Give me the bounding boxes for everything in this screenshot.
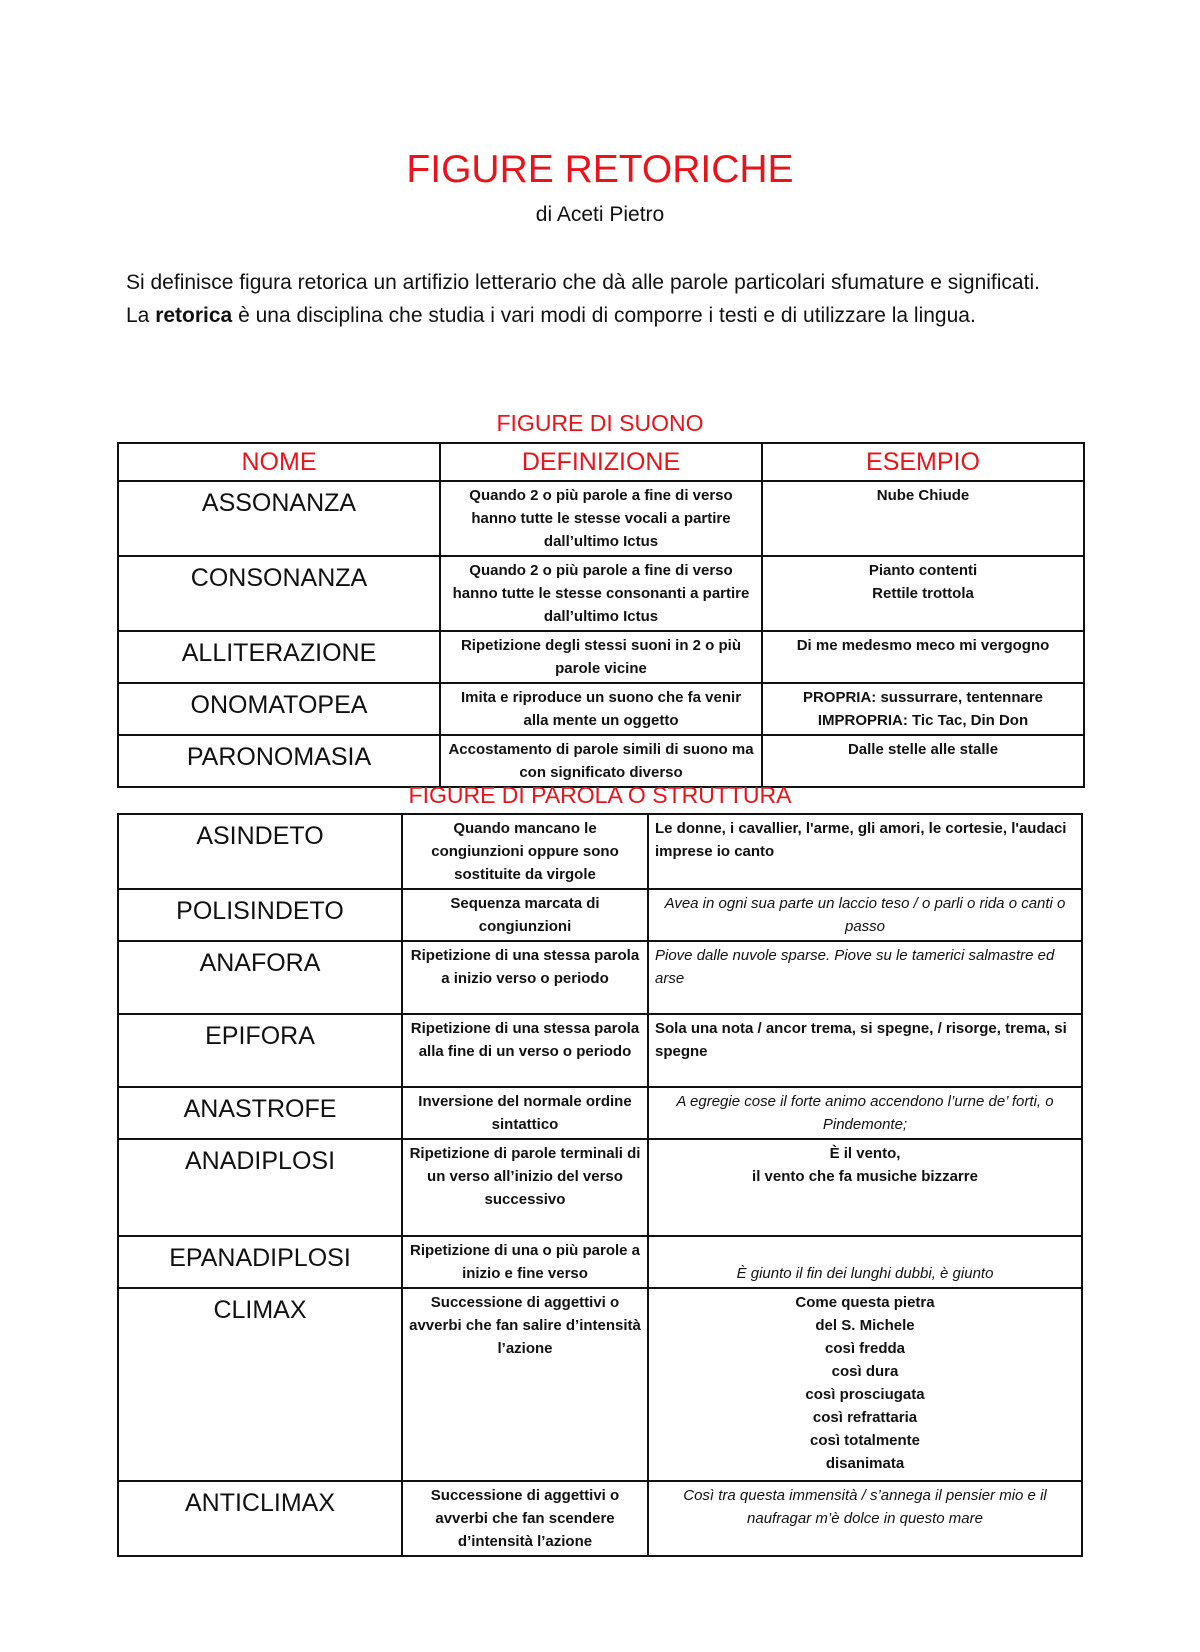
table-row — [118, 1014, 1082, 1087]
figure-definition: Successione di aggettivi o avverbi che fan salire d’intensità l’azione — [402, 1288, 648, 1481]
example-line: Pianto contenti — [868, 562, 978, 579]
section-title-suono: FIGURE DI SUONO — [496, 410, 704, 436]
figure-definition: Ripetizione di una stessa parola a inizio verso o periodo — [402, 941, 648, 1014]
figure-example: Nube Chiude — [762, 481, 1084, 556]
header-definizione: DEFINIZIONE — [440, 443, 762, 481]
figure-example: Piove dalle nuvole sparse. Piove su le tamerici salmastre ed arse — [648, 941, 1082, 1014]
document-title: FIGURE RETORICHE — [406, 148, 794, 191]
figure-definition: Accostamento di parole simili di suono ma con significato diverso — [440, 735, 762, 787]
figure-name: EPANADIPLOSI — [118, 1236, 402, 1288]
figure-name: EPIFORA — [118, 1014, 402, 1087]
figure-name: ANADIPLOSI — [118, 1139, 402, 1236]
figure-example: Le donne, i cavallier, l'arme, gli amori, le cortesie, l'audaci imprese io canto — [648, 814, 1082, 889]
figure-definition: Ripetizione di una stessa parola alla fine di un verso o periodo — [402, 1014, 648, 1087]
figure-example — [648, 1288, 1082, 1481]
table-row — [118, 1236, 1082, 1288]
table-row — [118, 941, 1082, 1014]
figure-example: È giunto il fin dei lunghi dubbi, è giunto — [648, 1236, 1082, 1288]
intro-paragraph-2 — [126, 299, 1076, 332]
figure-definition: Imita e riproduce un suono che fa venir alla mente un oggetto — [440, 683, 762, 735]
figure-name: PARONOMASIA — [118, 735, 440, 787]
figure-name: CLIMAX — [118, 1288, 402, 1481]
table-row — [118, 631, 1084, 683]
example-line: così prosciugata — [805, 1386, 925, 1403]
table-row — [118, 889, 1082, 941]
figure-definition: Sequenza marcata di congiunzioni — [402, 889, 648, 941]
figure-example — [648, 1139, 1082, 1236]
figure-definition: Ripetizione di una o più parole a inizio e fine verso — [402, 1236, 648, 1288]
figure-definition: Ripetizione degli stessi suoni in 2 o più parole vicine — [440, 631, 762, 683]
figure-example: Dalle stelle alle stalle — [762, 735, 1084, 787]
example-line: così dura — [831, 1363, 899, 1380]
figure-name: ASSONANZA — [118, 481, 440, 556]
figure-name: POLISINDETO — [118, 889, 402, 941]
figure-name: ALLITERAZIONE — [118, 631, 440, 683]
figure-definition: Ripetizione di parole terminali di un verso all’inizio del verso successivo — [402, 1139, 648, 1236]
figure-definition: Quando 2 o più parole a fine di verso hanno tutte le stesse vocali a partire dall’ultimo Ictus — [440, 481, 762, 556]
table-figure-parola — [117, 813, 1083, 1557]
intro-p2-post: è una disciplina che studia i vari modi di comporre i testi e di utilizzare la lingua. — [232, 304, 976, 327]
example-line: PROPRIA: sussurrare, tentennare — [802, 689, 1044, 706]
figure-example: Avea in ogni sua parte un laccio teso / o parli o rida o canti o passo — [648, 889, 1082, 941]
table-header-row — [118, 443, 1084, 481]
table-row — [118, 814, 1082, 889]
example-line: del S. Michele — [815, 1317, 915, 1334]
example-line: il vento che fa musiche bizzarre — [752, 1168, 978, 1185]
figure-definition: Quando mancano le congiunzioni oppure sono sostituite da virgole — [402, 814, 648, 889]
table-row — [118, 683, 1084, 735]
intro-p2-bold: retorica — [155, 304, 233, 327]
example-line: IMPROPRIA: Tic Tac, Din Don — [817, 712, 1029, 729]
intro-p2-pre: La — [126, 304, 156, 327]
figure-name: ASINDETO — [118, 814, 402, 889]
figure-definition: Inversione del normale ordine sintattico — [402, 1087, 648, 1139]
table-figure-suono — [117, 442, 1085, 788]
header-esempio: ESEMPIO — [762, 443, 1084, 481]
figure-name: CONSONANZA — [118, 556, 440, 631]
intro-text — [126, 266, 1076, 332]
table-row — [118, 481, 1084, 556]
figure-name: ANAFORA — [118, 941, 402, 1014]
example-line: così refrattaria — [812, 1409, 918, 1426]
figure-definition: Successione di aggettivi o avverbi che fan scendere d’intensità l’azione — [402, 1481, 648, 1556]
figure-name: ANASTROFE — [118, 1087, 402, 1139]
figure-definition: Quando 2 o più parole a fine di verso hanno tutte le stesse consonanti a partire dall’ultimo Ictus — [440, 556, 762, 631]
figure-name: ONOMATOPEA — [118, 683, 440, 735]
section-title-parola: FIGURE DI PAROLA O STRUTTURA — [408, 782, 792, 808]
figure-example — [762, 683, 1084, 735]
figure-example — [762, 556, 1084, 631]
table-row — [118, 1288, 1082, 1481]
document-author: di Aceti Pietro — [535, 203, 665, 226]
example-line: così totalmente — [809, 1432, 921, 1449]
figure-example: Sola una nota / ancor trema, si spegne, / risorge, trema, si spegne — [648, 1014, 1082, 1087]
intro-paragraph-1: Si definisce figura retorica un artifizio letterario che dà alle parole particolari sfumature e significati. — [126, 271, 1040, 294]
example-line: Rettile trottola — [872, 585, 974, 602]
table-row — [118, 1139, 1082, 1236]
figure-example: A egregie cose il forte animo accendono l’urne de’ forti, o Pindemonte; — [648, 1087, 1082, 1139]
figure-name: ANTICLIMAX — [118, 1481, 402, 1556]
example-line: È il vento, — [829, 1145, 901, 1162]
figure-example: Così tra questa immensità / s’annega il pensier mio e il naufragar m’è dolce in questo mare — [648, 1481, 1082, 1556]
table-row — [118, 1481, 1082, 1556]
example-line: Come questa pietra — [795, 1294, 935, 1311]
example-line: disanimata — [825, 1455, 905, 1472]
header-nome: NOME — [118, 443, 440, 481]
figure-example: Di me medesmo meco mi vergogno — [762, 631, 1084, 683]
table-row — [118, 556, 1084, 631]
example-line: così fredda — [824, 1340, 906, 1357]
table-row — [118, 1087, 1082, 1139]
